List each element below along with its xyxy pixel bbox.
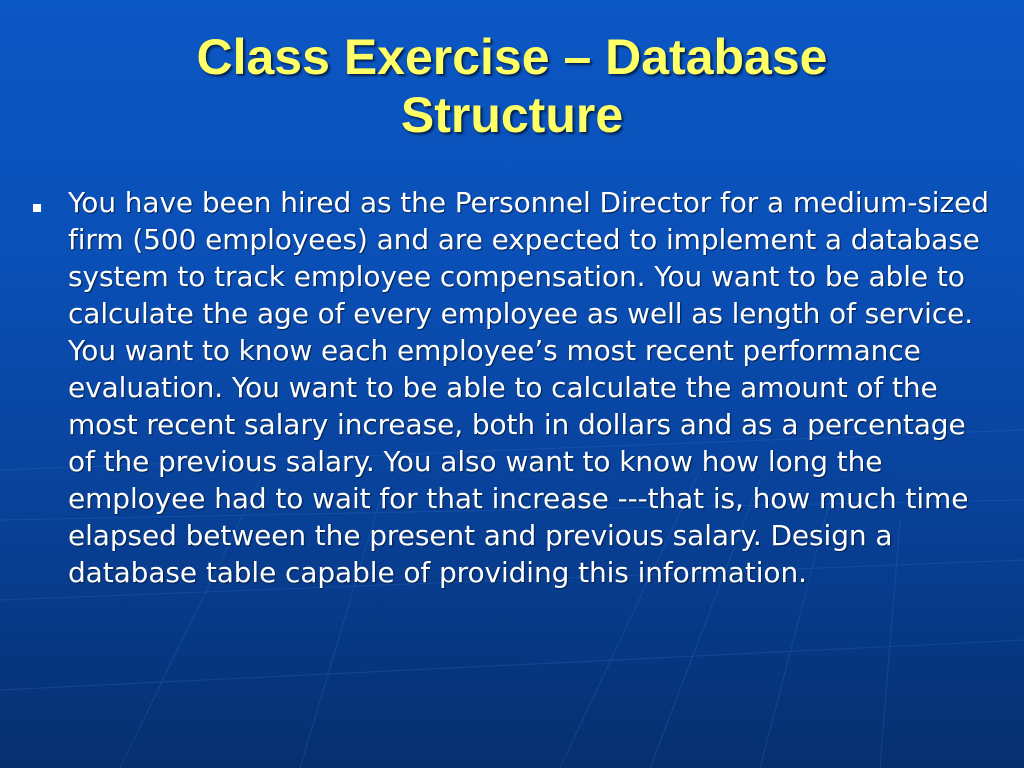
bullet-list: [30, 184, 1000, 591]
square-bullet-icon: [33, 204, 41, 212]
bullet-text: You have been hired as the Personnel Director for a medium-sized firm (500 employees) and are expected to implement a database system to track employee compensation. You want to be able to calculate the age of every employee as well as length of service. You want to know each employee’s most recent performance evaluation. You want to be able to calculate the amount of the most recent salary increase, both in dollars and as a percentage of the previous salary. You also want to know how long the employee had to wait for that increase ---that is, how much time elapsed between the present and previous salary. Design a database table capable of providing this information.: [68, 186, 989, 589]
slide-title-line-2: Structure: [400, 87, 624, 143]
slide-title: [60, 28, 964, 144]
slide-title-line-1: Class Exercise – Database: [196, 29, 828, 85]
bullet-item: [30, 184, 1000, 591]
